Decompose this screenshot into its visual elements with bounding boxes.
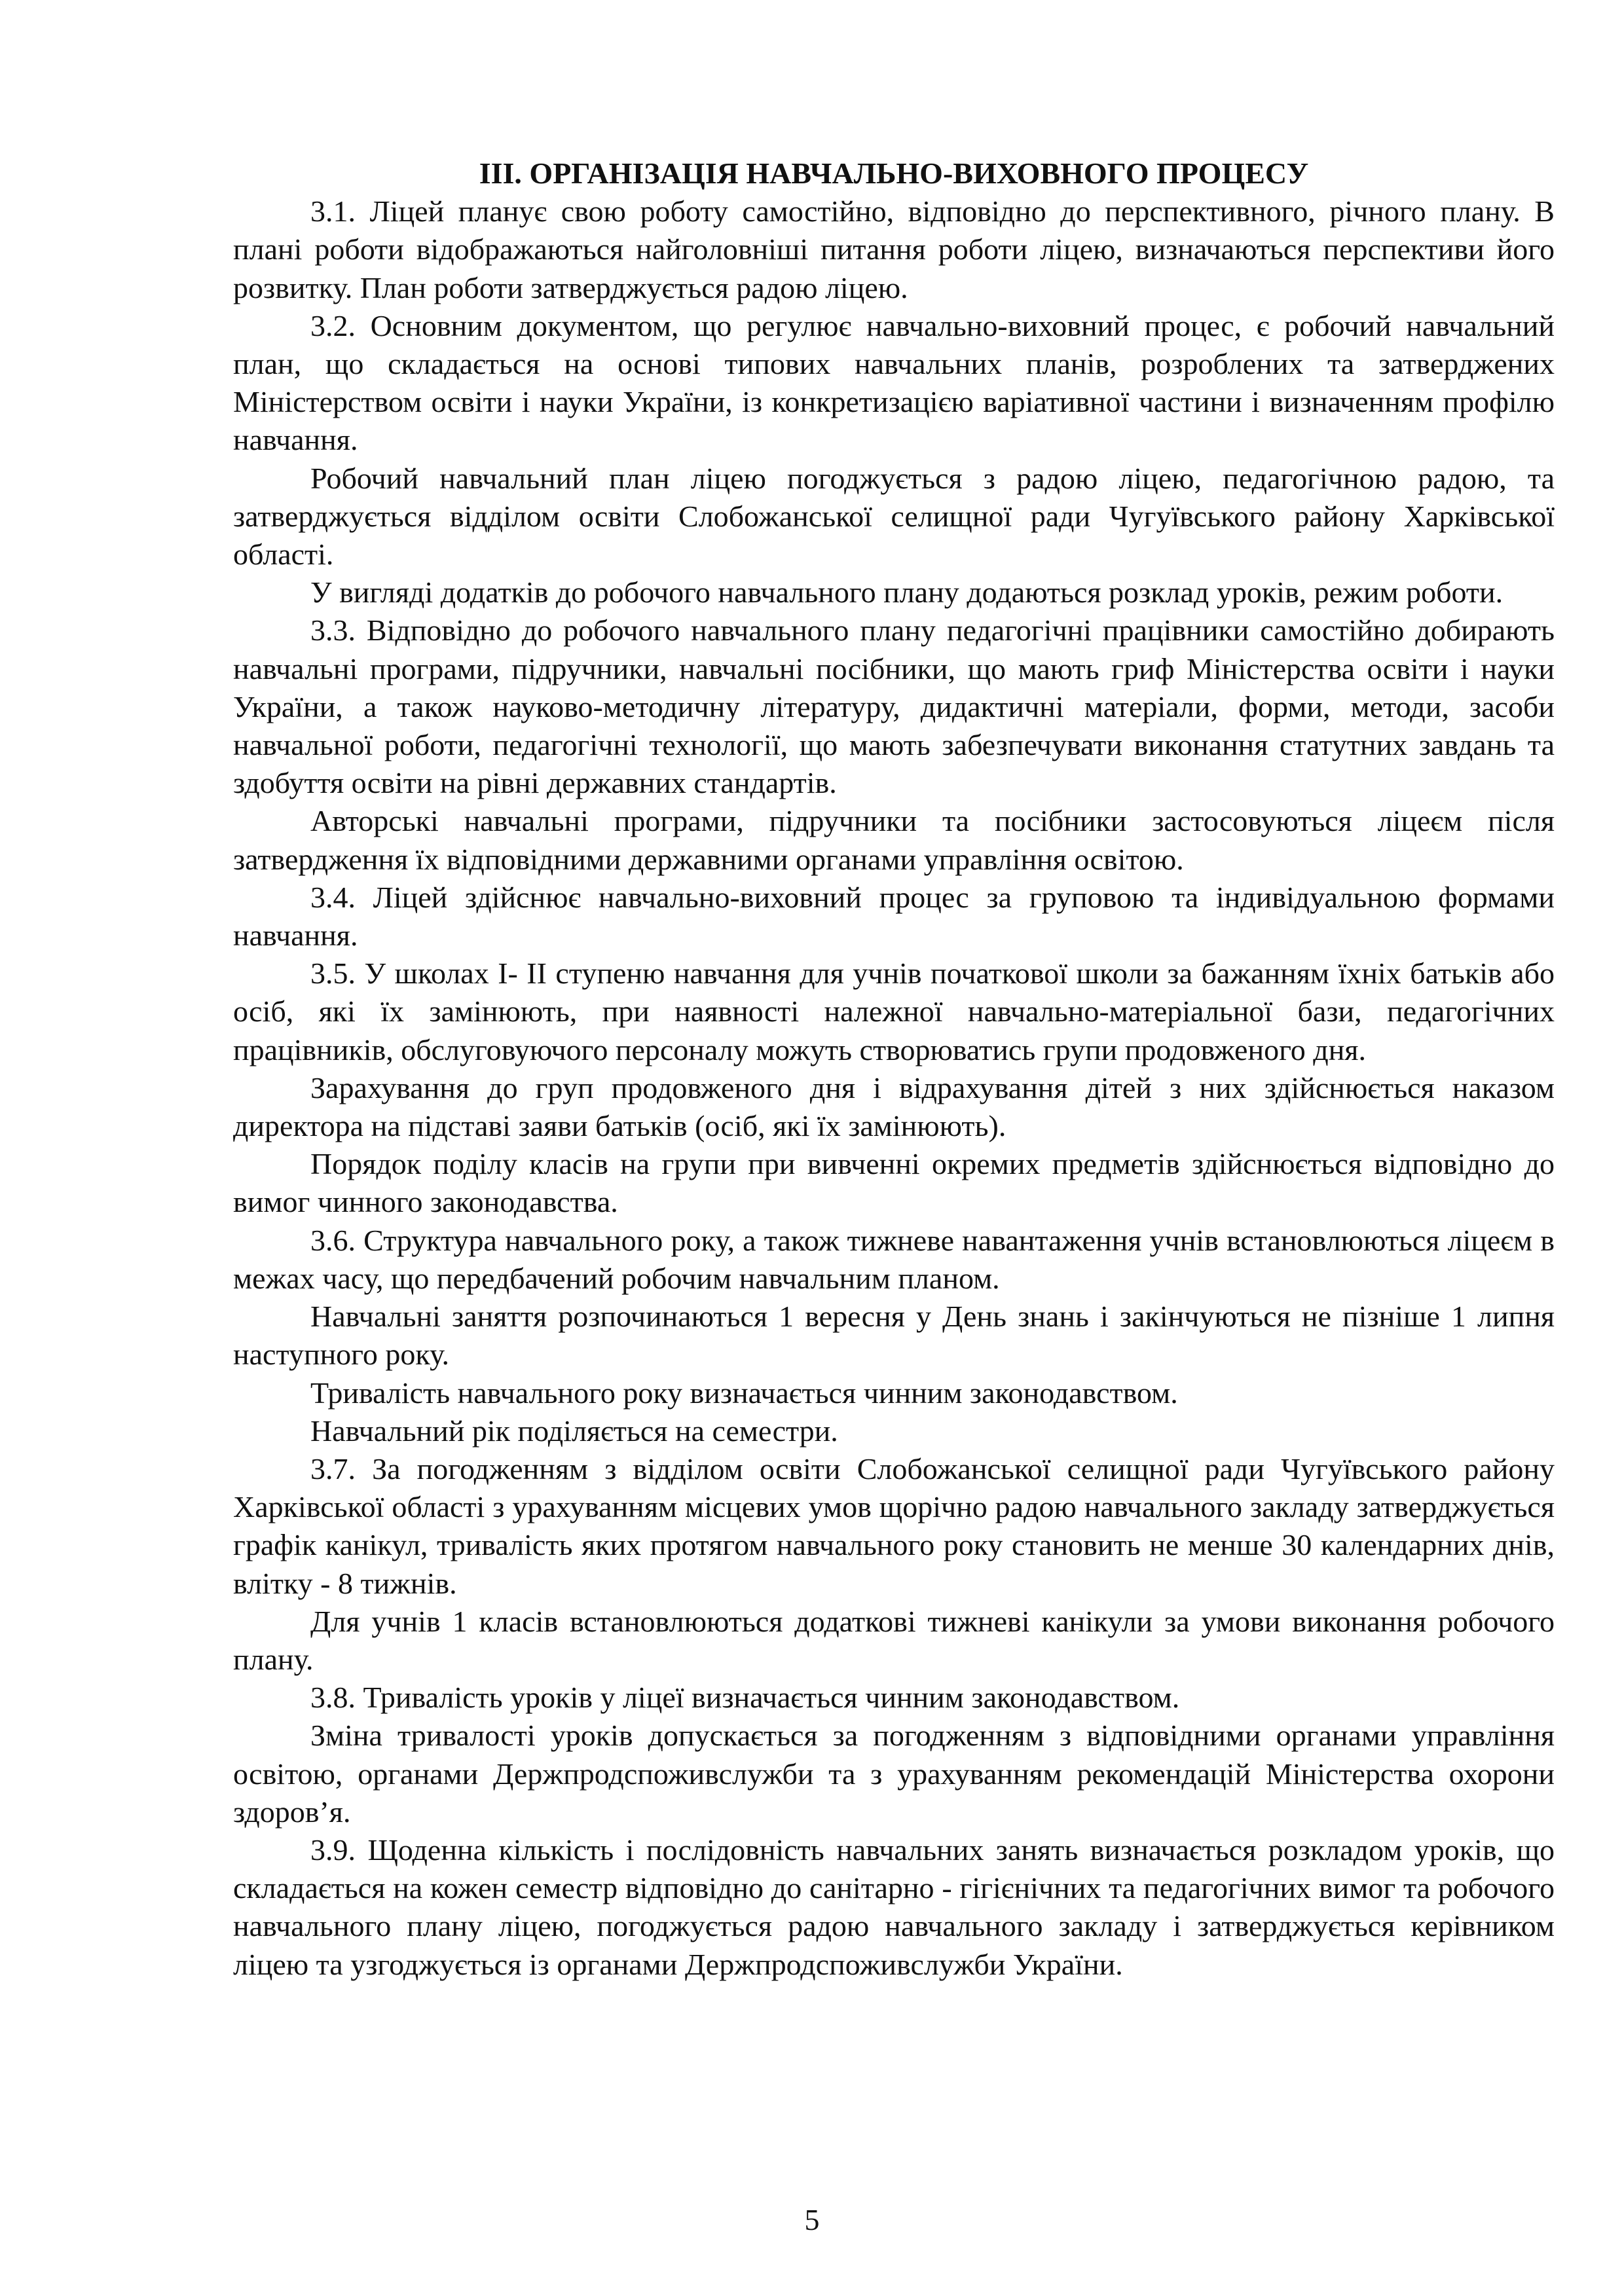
paragraph-first-grade-holidays: Для учнів 1 класів встановлюються додаткові тижневі канікули за умови виконання робочого плану. [233,1604,1555,1676]
paragraph-author-programs: Авторські навчальні програми, підручники та посібники застосовуються ліцеєм після затвердження їх відповідними державними органами управління освітою. [233,804,1555,876]
paragraph-3-3: 3.3. Відповідно до робочого навчального плану педагогічні працівники самостійно добирають навчальні програми, підручники, навчальні посібники, що мають гриф Міністерства освіти і науки України, а також науково-методичну літературу, дидактичні матеріали, форми, методи, засоби навчальної роботи, педагогічні технології, що мають забезпечувати виконання статутних завдань та здобуття освіти на рівні державних стандартів. [233,613,1555,800]
paragraph-3-5: 3.5. У школах І- ІІ ступеню навчання для учнів початкової школи за бажанням їхніх батьків або осіб, які їх замінюють, при наявності належної навчально-матеріальної бази, педагогічних працівників, обслуговуючого персоналу можуть створюватись групи продовженого дня. [233,957,1555,1066]
paragraph-3-4: 3.4. Ліцей здійснює навчально-виховний процес за груповою та індивідуальною формами навчання. [233,880,1555,953]
paragraph-3-7: 3.7. За погодженням з відділом освіти Слобожанської селищної ради Чугуївського району Харківської області з урахуванням місцевих умов щорічно радою навчального закладу затверджується графік канікул, тривалість яких протягом навчального року становить не менше 30 календарних днів, влітку - 8 тижнів. [233,1451,1555,1600]
paragraph-plan-appendices: У вигляді додатків до робочого навчального плану додаються розклад уроків, режим роботи. [310,575,1504,610]
paragraph-school-year-dates: Навчальні заняття розпочинаються 1 вересня у День знань і закінчуються не пізніше 1 липня наступного року. [233,1300,1555,1372]
paragraph-extended-day-enrollment: Зарахування до груп продовженого дня і відрахування дітей з них здійснюється наказом директора на підставі заяви батьків (осіб, які їх замінюють). [233,1070,1555,1143]
paragraph-semesters: Навчальний рік поділяється на семестри. [310,1413,838,1448]
paragraph-working-plan-approval: Робочий навчальний план ліцею погоджується з радою ліцею, педагогічною радою, та затверджується відділом освіти Слобожанської селищної ради Чугуївського району Харківської області. [233,461,1555,572]
paragraph-3-8: 3.8. Тривалість уроків у ліцеї визначається чинним законодавством. [310,1681,1180,1715]
paragraph-school-year-duration: Тривалість навчального року визначається чинним законодавством. [310,1376,1178,1410]
paragraph-class-division: Порядок поділу класів на групи при вивченні окремих предметів здійснюється відповідно до вимог чинного законодавства. [233,1147,1555,1219]
paragraph-3-6: 3.6. Структура навчального року, а також тижневе навантаження учнів встановлюються ліцеєм в межах часу, що передбачений робочим навчальним планом. [233,1223,1555,1295]
section-heading: III. ОРГАНІЗАЦІЯ НАВЧАЛЬНО-ВИХОВНОГО ПРОЦЕСУ [479,156,1309,190]
paragraph-3-2: 3.2. Основним документом, що регулює навчально-виховний процес, є робочий навчальний план, що складається на основі типових навчальних планів, розроблених та затверджених Міністерством освіти і науки України, із конкретизацією варіативної частини і визначенням профілю навчання. [233,308,1555,457]
paragraph-3-9: 3.9. Щоденна кількість і послідовність навчальних занять визначається розкладом уроків, що складається на кожен семестр відповідно до санітарно - гігієнічних та педагогічних вимог та робочого навчального плану ліцею, погоджується радою навчального закладу і затверджується керівником ліцею та узгоджується із органами Держпродспоживслужби України. [233,1832,1555,1981]
paragraph-3-1: 3.1. Ліцей планує свою роботу самостійно, відповідно до перспективного, річного плану. В плані роботи відображаються найголовніші питання роботи ліцею, визначаються перспективи його розвитку. План роботи затверджується радою ліцею. [233,194,1555,304]
page-body [233,155,1555,1984]
paragraph-lesson-duration-change: Зміна тривалості уроків допускається за погодженням з відповідними органами управління освітою, органами Держпродспоживслужби та з урахуванням рекомендацій Міністерства охорони здоров’я. [233,1719,1555,1829]
page-number: 5 [804,2203,820,2236]
